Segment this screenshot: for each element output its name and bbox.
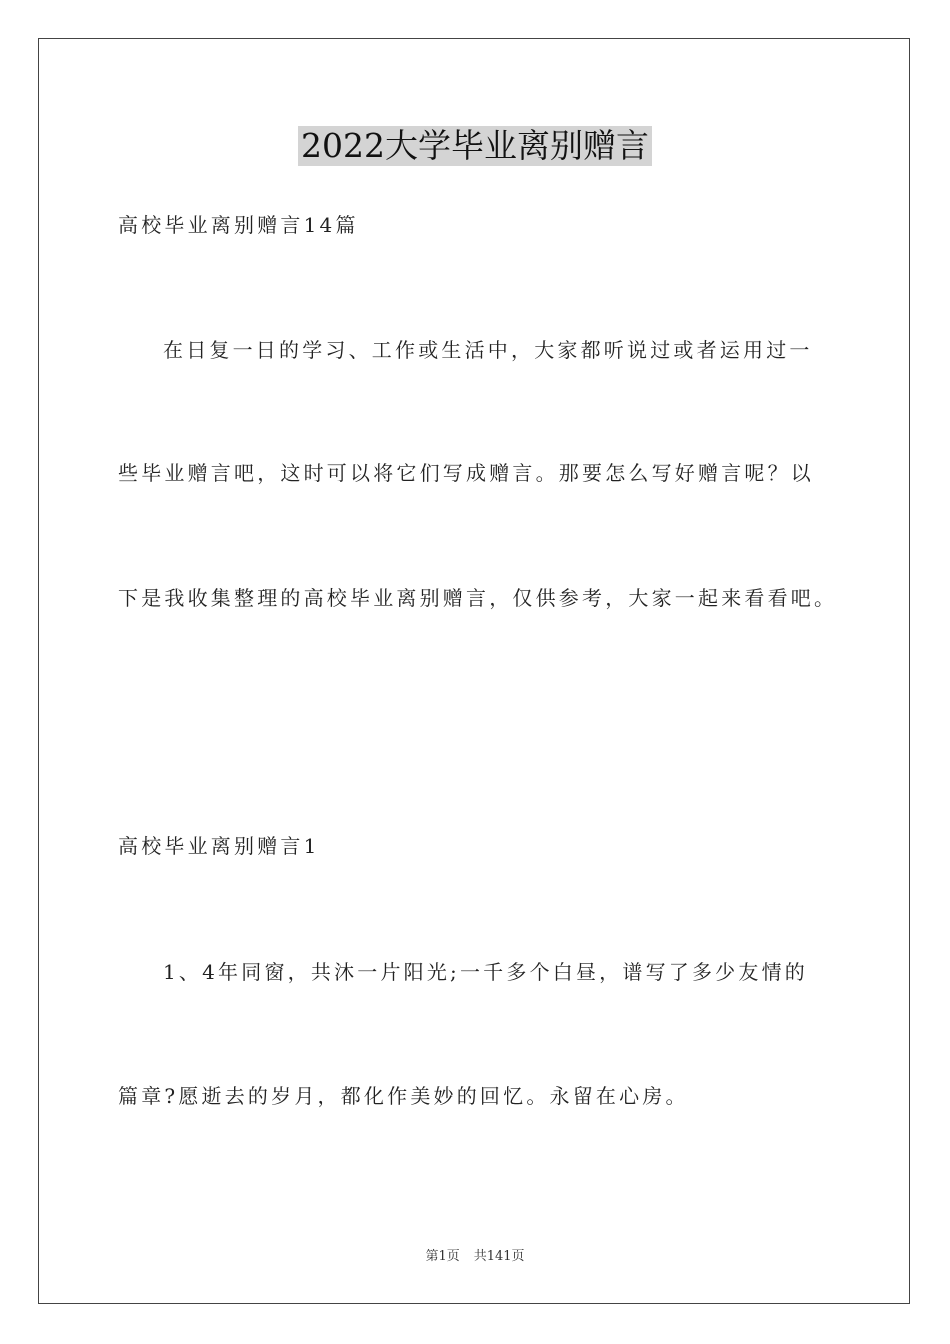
document-title: 2022大学毕业离别赠言 [298, 126, 652, 166]
document-subtitle: 高校毕业离别赠言14篇 [118, 213, 359, 237]
item-line-1: 1、4年同窗，共沐一片阳光;一千多个白昼，谱写了多少友情的 [163, 960, 808, 984]
page-footer [0, 1248, 950, 1266]
section-heading: 高校毕业离别赠言1 [118, 834, 320, 858]
intro-line-1: 在日复一日的学习、工作或生活中，大家都听说过或者运用过一 [163, 338, 813, 362]
page-number: 第1页 [425, 1249, 460, 1264]
intro-line-3: 下是我收集整理的高校毕业离别赠言，仅供参考，大家一起来看看吧。 [118, 586, 838, 610]
intro-line-2: 些毕业赠言吧，这时可以将它们写成赠言。那要怎么写好赠言呢？以 [118, 461, 814, 485]
title-container [0, 126, 950, 166]
item-line-2: 篇章?愿逝去的岁月，都化作美妙的回忆。永留在心房。 [118, 1084, 689, 1108]
page-total: 共141页 [473, 1249, 525, 1264]
